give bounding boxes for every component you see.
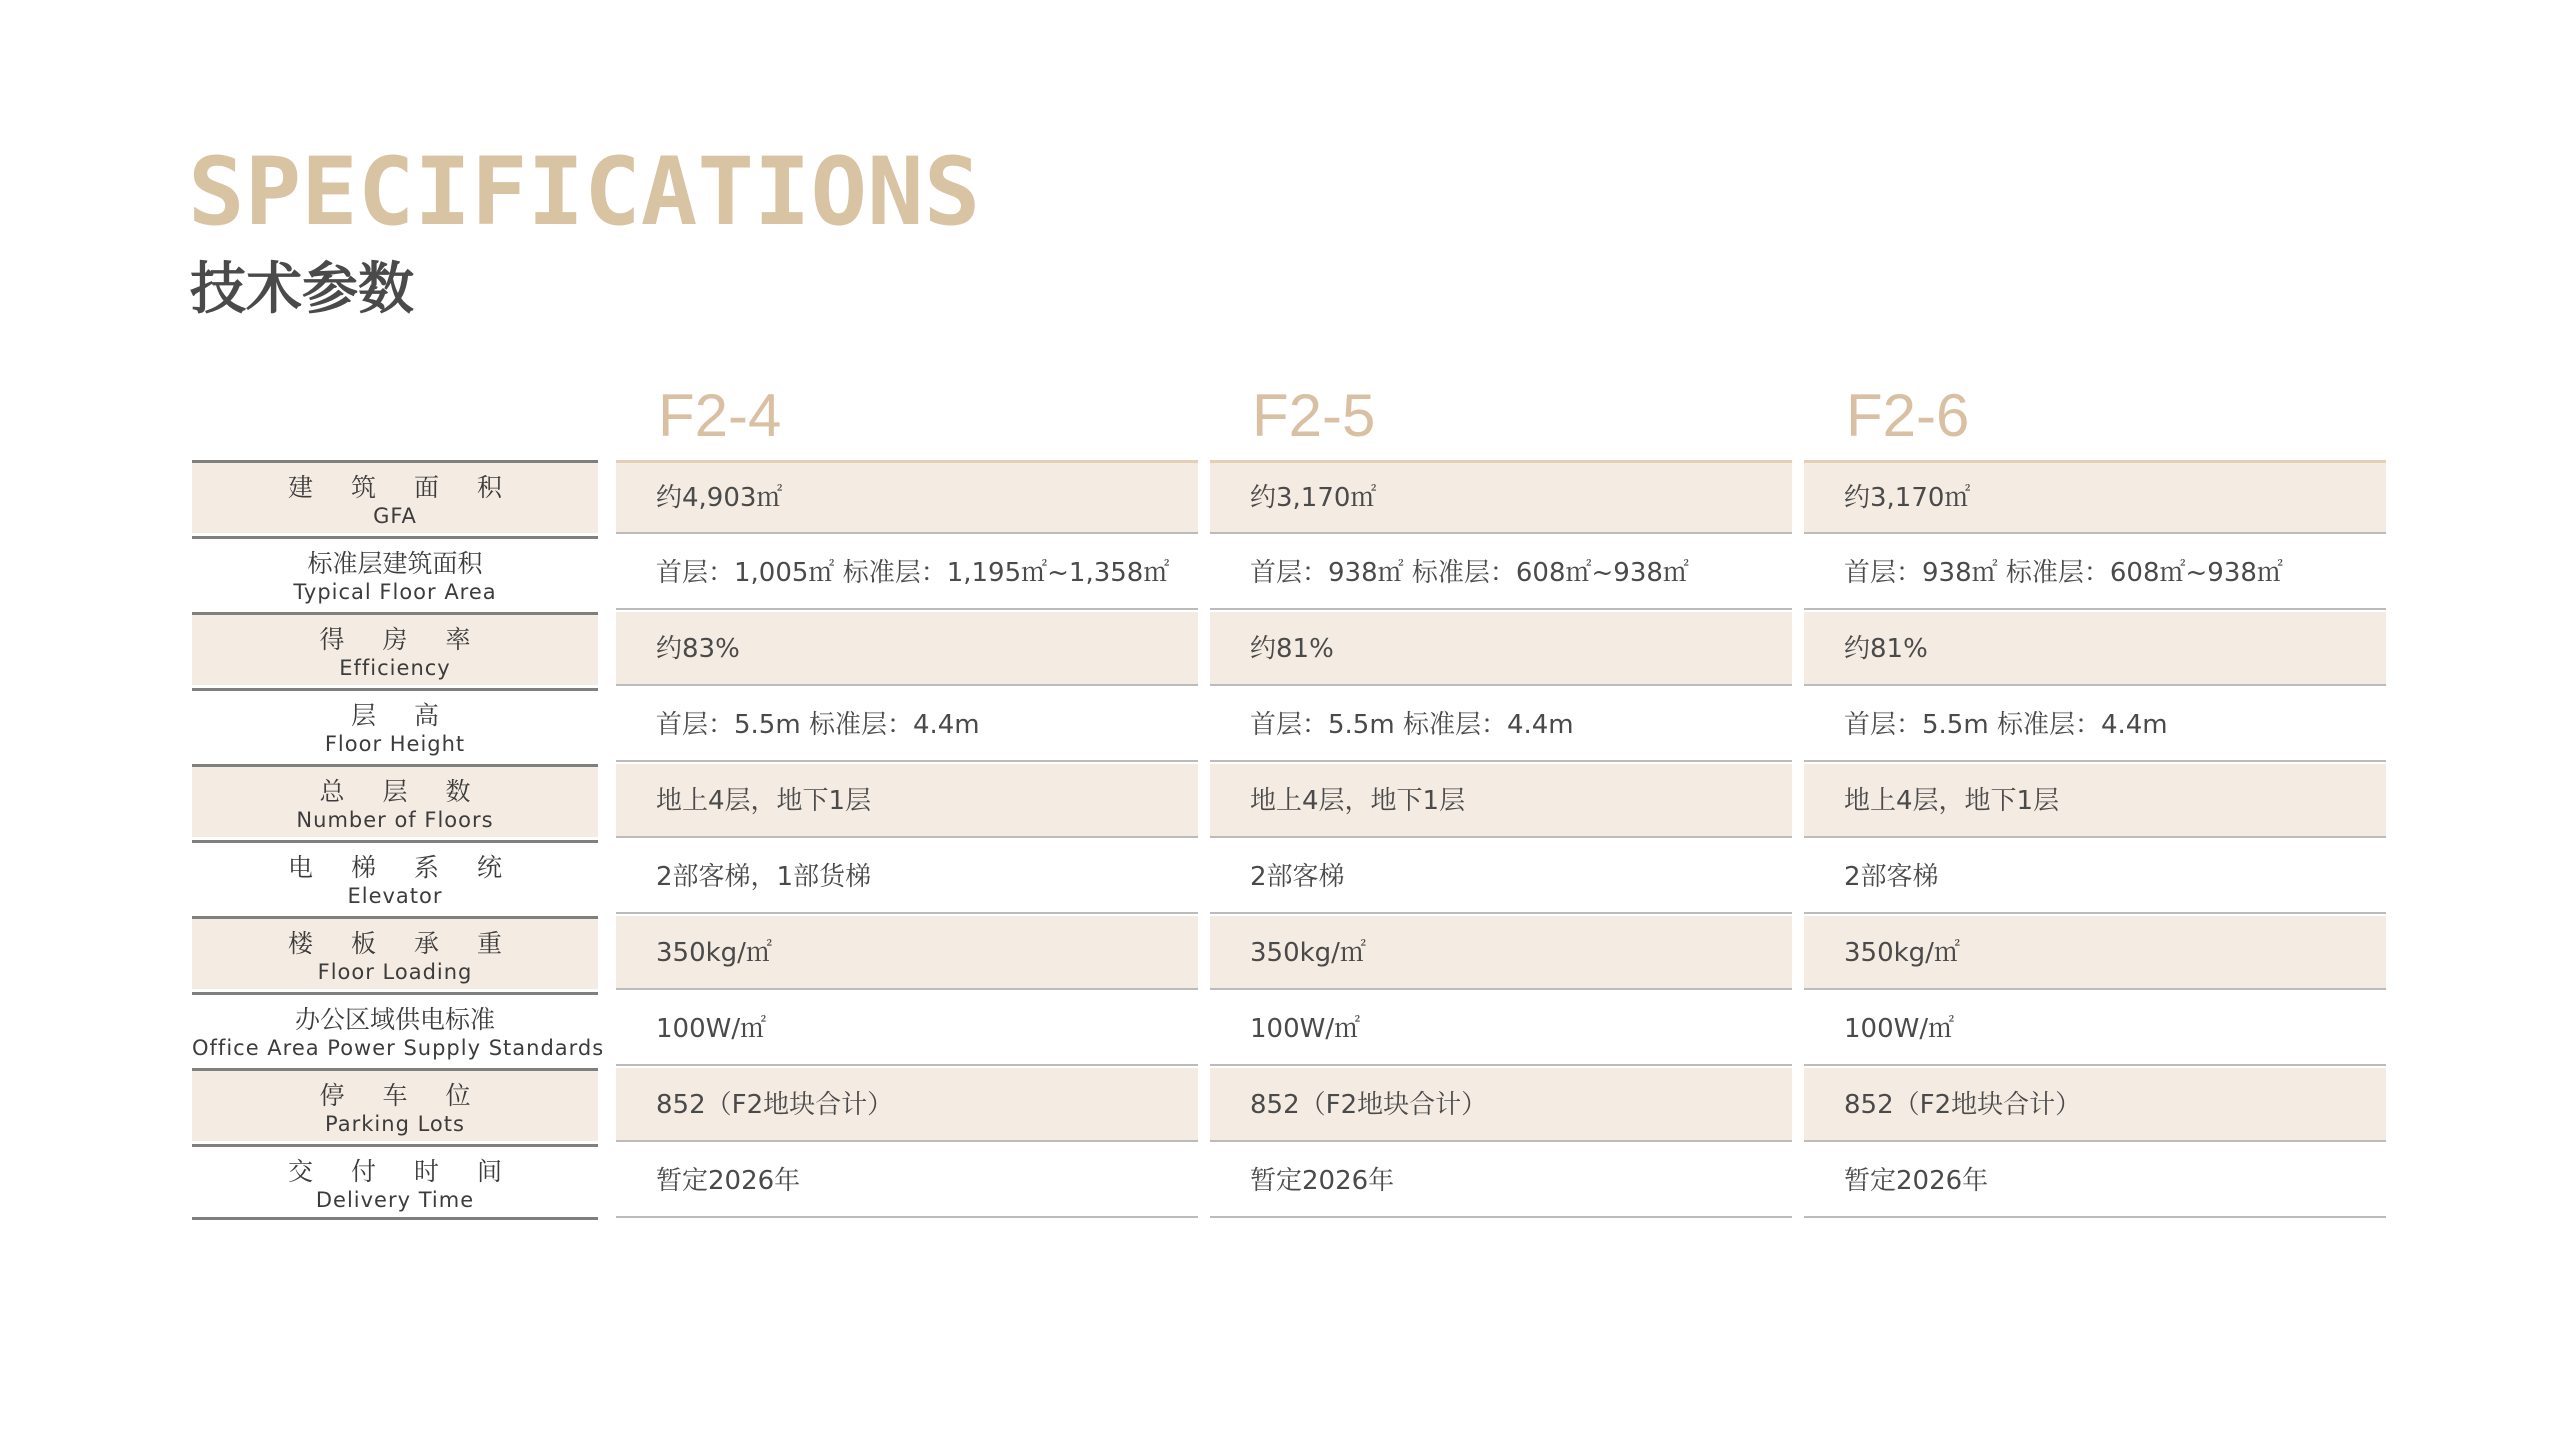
row-label-chinese: 停车位 bbox=[319, 1081, 509, 1110]
row-label-english: Delivery Time bbox=[315, 1188, 475, 1212]
table-cell: 350kg/㎡ bbox=[1804, 916, 2386, 990]
table-cell: 约81% bbox=[1804, 612, 2386, 686]
table-cell: 2部客梯 bbox=[1210, 840, 1792, 914]
row-label-english: Typical Floor Area bbox=[293, 580, 497, 604]
row-label-chinese: 得房率 bbox=[319, 625, 509, 654]
table-cell: 地上4层，地下1层 bbox=[616, 764, 1198, 838]
table-cell: 首层：938㎡ 标准层：608㎡~938㎡ bbox=[1210, 536, 1792, 610]
table-cell: 首层：5.5m 标准层：4.4m bbox=[616, 688, 1198, 762]
row-label bbox=[192, 764, 598, 837]
table-cell: 约4,903㎡ bbox=[616, 460, 1198, 534]
row-label-chinese: 办公区域供电标准 bbox=[294, 1005, 495, 1034]
row-label-english: Efficiency bbox=[339, 656, 451, 680]
row-label bbox=[192, 536, 598, 609]
row-label-chinese: 交付时间 bbox=[287, 1157, 540, 1186]
row-label-english: Parking Lots bbox=[325, 1112, 465, 1136]
table-cell: 350kg/㎡ bbox=[1210, 916, 1792, 990]
row-label bbox=[192, 460, 598, 533]
column-header-f2-6: F2-6 bbox=[1846, 382, 1970, 449]
table-cell: 首层：938㎡ 标准层：608㎡~938㎡ bbox=[1804, 536, 2386, 610]
row-label-chinese: 总层数 bbox=[319, 777, 509, 806]
page-title-english: SPECIFICATIONS bbox=[188, 138, 981, 247]
row-label-chinese: 电梯系统 bbox=[287, 853, 540, 882]
row-label bbox=[192, 840, 598, 913]
row-label-chinese: 层高 bbox=[350, 701, 477, 730]
table-cell: 2部客梯 bbox=[1804, 840, 2386, 914]
page-title-chinese: 技术参数 bbox=[190, 257, 414, 322]
row-label bbox=[192, 916, 598, 989]
table-cell: 约3,170㎡ bbox=[1210, 460, 1792, 534]
table-cell: 暂定2026年 bbox=[1804, 1144, 2386, 1218]
column-header-f2-5: F2-5 bbox=[1252, 382, 1376, 449]
row-label-chinese: 楼板承重 bbox=[287, 929, 540, 958]
table-cell: 首层：5.5m 标准层：4.4m bbox=[1804, 688, 2386, 762]
table-cell: 地上4层，地下1层 bbox=[1804, 764, 2386, 838]
row-label-chinese: 建筑面积 bbox=[287, 473, 540, 502]
table-cell: 350kg/㎡ bbox=[616, 916, 1198, 990]
row-label-english: Floor Height bbox=[324, 732, 466, 756]
row-label bbox=[192, 1068, 598, 1141]
table-cell: 首层：1,005㎡ 标准层：1,195㎡~1,358㎡ bbox=[616, 536, 1198, 610]
table-cell: 852（F2地块合计） bbox=[1804, 1068, 2386, 1142]
table-cell: 约83% bbox=[616, 612, 1198, 686]
row-label bbox=[192, 1144, 598, 1220]
table-cell: 约81% bbox=[1210, 612, 1792, 686]
table-cell: 100W/㎡ bbox=[1210, 992, 1792, 1066]
table-cell: 暂定2026年 bbox=[616, 1144, 1198, 1218]
row-label-english: Number of Floors bbox=[296, 808, 494, 832]
row-label bbox=[192, 688, 598, 761]
row-label-english: GFA bbox=[373, 504, 417, 528]
table-cell: 100W/㎡ bbox=[616, 992, 1198, 1066]
table-cell: 首层：5.5m 标准层：4.4m bbox=[1210, 688, 1792, 762]
table-cell: 2部客梯，1部货梯 bbox=[616, 840, 1198, 914]
table-cell: 暂定2026年 bbox=[1210, 1144, 1792, 1218]
row-label-english: Office Area Power Supply Standards bbox=[192, 1036, 605, 1060]
table-cell: 100W/㎡ bbox=[1804, 992, 2386, 1066]
row-label-chinese: 标准层建筑面积 bbox=[307, 549, 483, 578]
table-cell: 地上4层，地下1层 bbox=[1210, 764, 1792, 838]
row-label-english: Floor Loading bbox=[317, 960, 473, 984]
row-label bbox=[192, 612, 598, 685]
table-cell: 约3,170㎡ bbox=[1804, 460, 2386, 534]
column-header-f2-4: F2-4 bbox=[658, 382, 782, 449]
table-cell: 852（F2地块合计） bbox=[616, 1068, 1198, 1142]
row-label-english: Elevator bbox=[347, 884, 443, 908]
table-cell: 852（F2地块合计） bbox=[1210, 1068, 1792, 1142]
row-label bbox=[192, 992, 605, 1065]
